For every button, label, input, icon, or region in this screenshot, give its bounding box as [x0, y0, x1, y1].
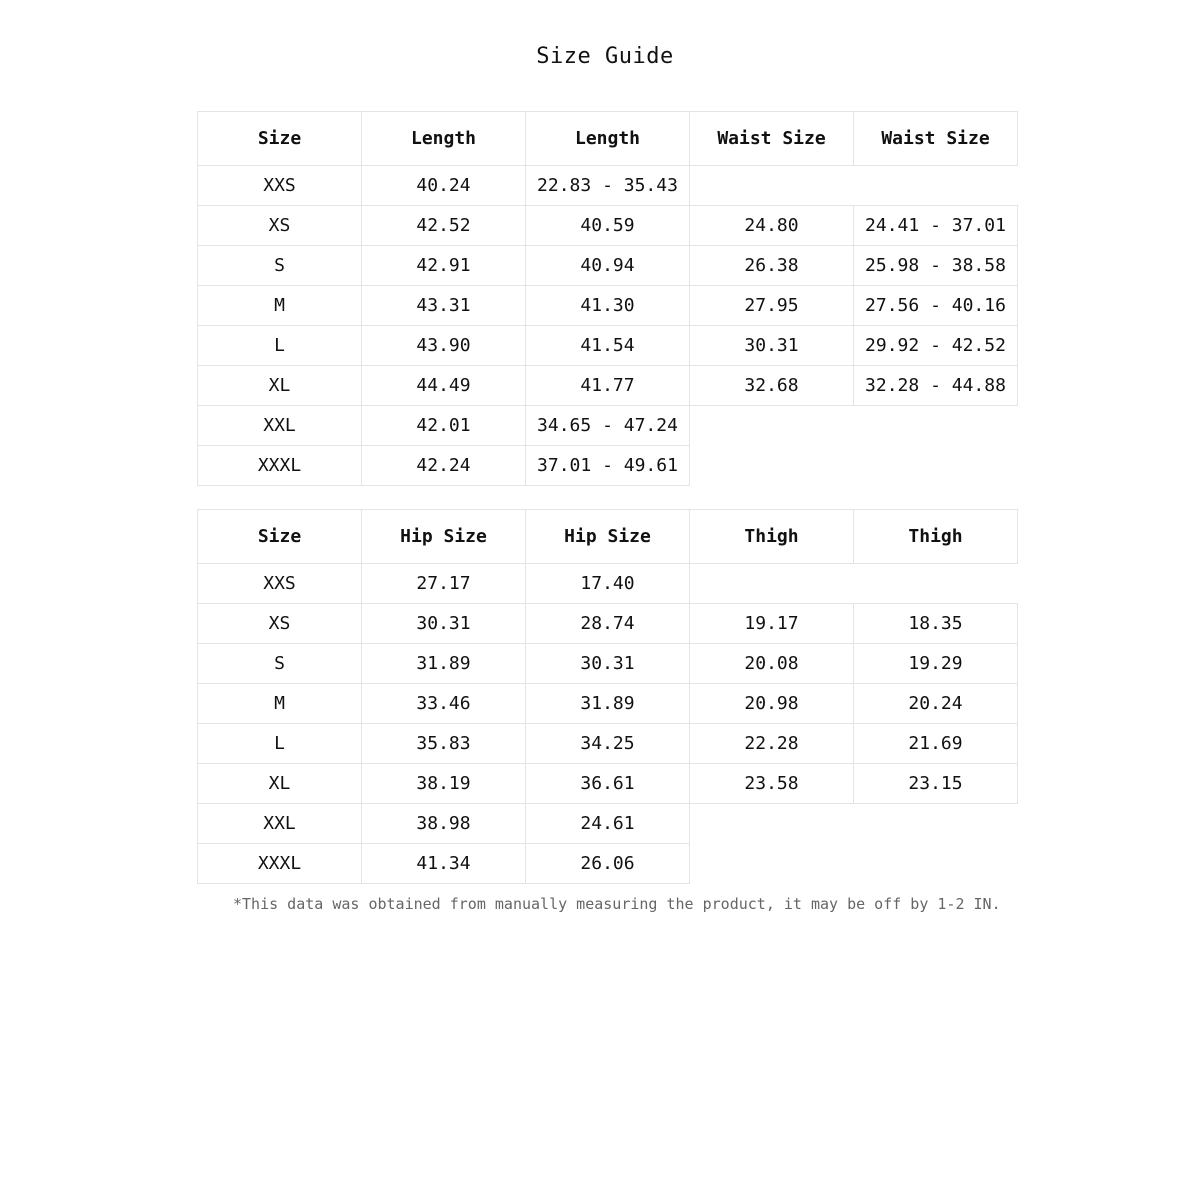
table-row	[198, 166, 1018, 206]
table-row	[198, 366, 1018, 406]
measurement-cell: 31.89	[526, 684, 690, 724]
size-label: XXS	[198, 166, 362, 206]
empty-cell	[690, 406, 854, 446]
size-label: XL	[198, 366, 362, 406]
measurement-cell: 31.89	[362, 644, 526, 684]
size-label: XXL	[198, 406, 362, 446]
measurement-cell: 42.01	[362, 406, 526, 446]
measurement-cell: 20.98	[690, 684, 854, 724]
size-label: M	[198, 286, 362, 326]
header-size: Size	[198, 112, 362, 166]
empty-cell	[690, 564, 854, 604]
measurement-cell: 22.28	[690, 724, 854, 764]
measurement-cell: 41.77	[526, 366, 690, 406]
header-hip-size: Hip Size	[362, 510, 526, 564]
header-hip-size-alt: Hip Size	[526, 510, 690, 564]
measurement-cell: 27.95	[690, 286, 854, 326]
table-row	[198, 564, 1018, 604]
measurement-cell: 41.34	[362, 844, 526, 884]
table-row	[198, 764, 1018, 804]
header-waist-size-range: Waist Size	[854, 112, 1018, 166]
measurement-cell: 41.30	[526, 286, 690, 326]
size-label: XS	[198, 206, 362, 246]
measurement-cell: 43.90	[362, 326, 526, 366]
measurement-cell: 38.98	[362, 804, 526, 844]
size-label: XL	[198, 764, 362, 804]
empty-cell	[690, 166, 854, 206]
header-length-range: Length	[526, 112, 690, 166]
measurement-cell: 36.61	[526, 764, 690, 804]
size-label: L	[198, 326, 362, 366]
measurement-cell: 42.52	[362, 206, 526, 246]
measurement-cell: 30.31	[362, 604, 526, 644]
measurement-cell: 19.29	[854, 644, 1018, 684]
measurement-cell: 43.31	[362, 286, 526, 326]
header-thigh: Thigh	[690, 510, 854, 564]
size-label: S	[198, 644, 362, 684]
measurement-cell: 19.17	[690, 604, 854, 644]
table-row	[198, 804, 1018, 844]
empty-cell	[690, 446, 854, 486]
table-row	[198, 246, 1018, 286]
size-label: M	[198, 684, 362, 724]
empty-cell	[690, 844, 854, 884]
table-row	[198, 844, 1018, 884]
measurement-cell: 40.24	[362, 166, 526, 206]
measurement-cell: 41.54	[526, 326, 690, 366]
measurement-cell: 18.35	[854, 604, 1018, 644]
hip-thigh-table	[197, 509, 1018, 884]
size-label: XXXL	[198, 844, 362, 884]
measurement-cell: 33.46	[362, 684, 526, 724]
size-label: XXXL	[198, 446, 362, 486]
table-row	[198, 604, 1018, 644]
table-row	[198, 406, 1018, 446]
measurement-cell: 34.65 - 47.24	[526, 406, 690, 446]
measurement-cell: 34.25	[526, 724, 690, 764]
header-thigh-alt: Thigh	[854, 510, 1018, 564]
measurement-cell: 24.61	[526, 804, 690, 844]
measurement-cell: 28.74	[526, 604, 690, 644]
empty-cell	[854, 844, 1018, 884]
table-header-row	[198, 112, 1018, 166]
measurement-cell: 40.59	[526, 206, 690, 246]
measurement-cell: 40.94	[526, 246, 690, 286]
empty-cell	[854, 166, 1018, 206]
measurement-cell: 35.83	[362, 724, 526, 764]
measurement-cell: 44.49	[362, 366, 526, 406]
table-row	[198, 724, 1018, 764]
measurement-cell: 21.69	[854, 724, 1018, 764]
measurement-cell: 25.98 - 38.58	[854, 246, 1018, 286]
page-title: Size Guide	[536, 44, 674, 69]
measurement-cell: 42.24	[362, 446, 526, 486]
measurement-cell: 17.40	[526, 564, 690, 604]
measurement-cell: 20.08	[690, 644, 854, 684]
empty-cell	[854, 446, 1018, 486]
table-row	[198, 206, 1018, 246]
size-label: XXL	[198, 804, 362, 844]
measurement-cell: 27.56 - 40.16	[854, 286, 1018, 326]
measurement-cell: 30.31	[526, 644, 690, 684]
table-row	[198, 684, 1018, 724]
measurement-cell: 24.80	[690, 206, 854, 246]
table-row	[198, 326, 1018, 366]
measurement-cell: 26.06	[526, 844, 690, 884]
empty-cell	[854, 406, 1018, 446]
measurement-cell: 37.01 - 49.61	[526, 446, 690, 486]
table-header-row	[198, 510, 1018, 564]
header-size: Size	[198, 510, 362, 564]
measurement-cell: 42.91	[362, 246, 526, 286]
measurement-cell: 32.68	[690, 366, 854, 406]
header-waist-size: Waist Size	[690, 112, 854, 166]
measurement-cell: 24.41 - 37.01	[854, 206, 1018, 246]
measurement-cell: 23.58	[690, 764, 854, 804]
measurement-cell: 38.19	[362, 764, 526, 804]
measurement-cell: 29.92 - 42.52	[854, 326, 1018, 366]
size-label: XXS	[198, 564, 362, 604]
measurement-footnote: *This data was obtained from manually measuring the product, it may be off by 1-2 IN.	[233, 895, 1001, 913]
measurement-cell: 23.15	[854, 764, 1018, 804]
table-row	[198, 644, 1018, 684]
empty-cell	[690, 804, 854, 844]
measurement-cell: 30.31	[690, 326, 854, 366]
empty-cell	[854, 564, 1018, 604]
table-row	[198, 446, 1018, 486]
size-label: L	[198, 724, 362, 764]
measurement-cell: 26.38	[690, 246, 854, 286]
size-label: XS	[198, 604, 362, 644]
length-waist-table	[197, 111, 1018, 486]
empty-cell	[854, 804, 1018, 844]
measurement-cell: 32.28 - 44.88	[854, 366, 1018, 406]
table-row	[198, 286, 1018, 326]
header-length: Length	[362, 112, 526, 166]
measurement-cell: 22.83 - 35.43	[526, 166, 690, 206]
measurement-cell: 20.24	[854, 684, 1018, 724]
size-label: S	[198, 246, 362, 286]
measurement-cell: 27.17	[362, 564, 526, 604]
